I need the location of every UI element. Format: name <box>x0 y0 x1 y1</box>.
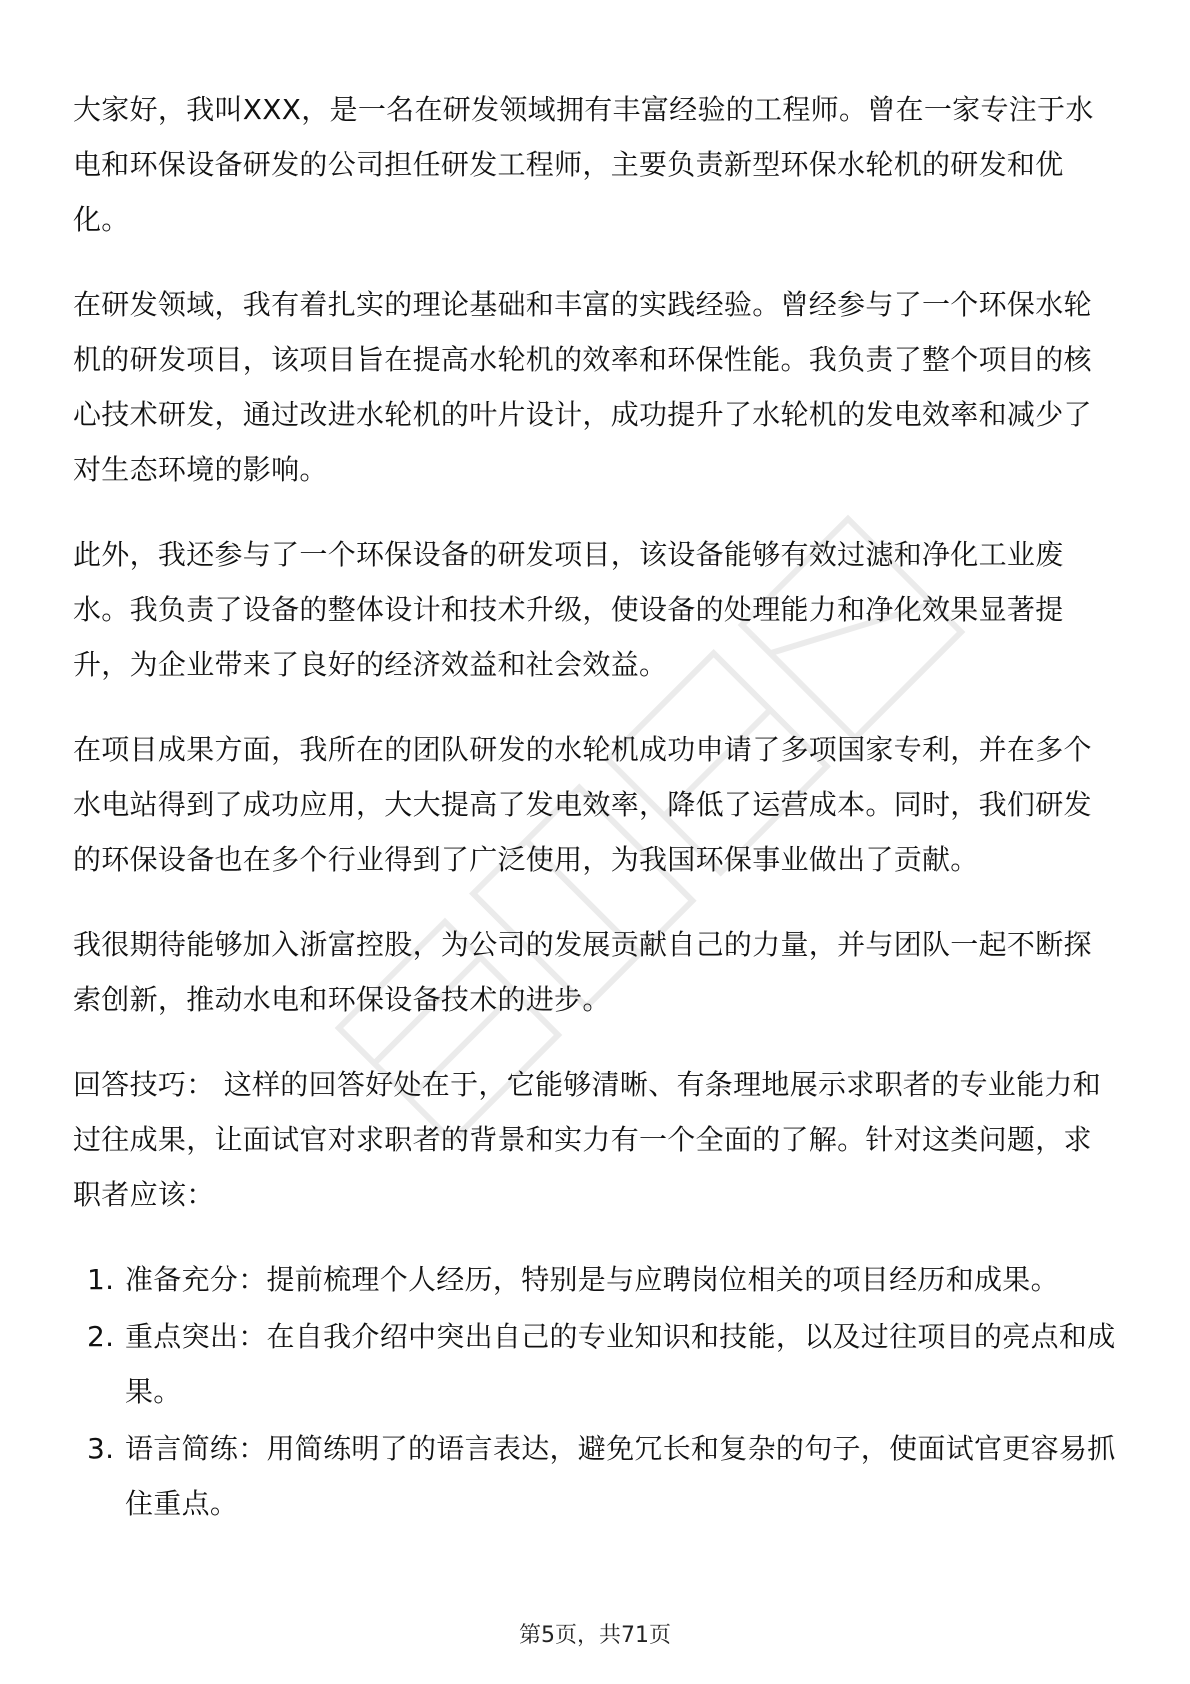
list-item <box>73 1252 1118 1307</box>
document-body <box>73 82 1118 1533</box>
paragraph-answer-tips: 回答技巧： 这样的回答好处在于，它能够清晰、有条理地展示求职者的专业能力和过往成果，让面试官对求职者的背景和实力有一个全面的了解。针对这类问题，求职者应该： <box>73 1068 1102 1211</box>
list-item-number: 2. <box>87 1320 115 1353</box>
paragraph-additional-project: 此外，我还参与了一个环保设备的研发项目，该设备能够有效过滤和净化工业废水。我负责了设备的整体设计和技术升级，使设备的处理能力和净化效果显著提升，为企业带来了良好的经济效益和社会效益。 <box>73 538 1064 681</box>
list-item <box>73 1309 1118 1419</box>
paragraph-intro: 大家好，我叫XXX，是一名在研发领域拥有丰富经验的工程师。曾在一家专注于水电和环保设备研发的公司担任研发工程师，主要负责新型环保水轮机的研发和优化。 <box>73 93 1094 236</box>
tips-list <box>73 1252 1118 1531</box>
list-item-text: 重点突出：在自我介绍中突出自己的专业知识和技能，以及过往项目的亮点和成果。 <box>125 1320 1116 1408</box>
list-item-number: 3. <box>87 1432 115 1465</box>
list-item-text: 准备充分：提前梳理个人经历，特别是与应聘岗位相关的项目经历和成果。 <box>125 1263 1059 1296</box>
list-item-number: 1. <box>87 1263 115 1296</box>
list-item <box>73 1421 1118 1531</box>
list-item-text: 语言简练：用简练明了的语言表达，避免冗长和复杂的句子，使面试官更容易抓住重点。 <box>125 1432 1116 1520</box>
paragraph-achievements: 在项目成果方面，我所在的团队研发的水轮机成功申请了多项国家专利，并在多个水电站得到了成功应用，大大提高了发电效率，降低了运营成本。同时，我们研发的环保设备也在多个行业得到了广泛使用，为我国环保事业做出了贡献。 <box>73 733 1092 876</box>
page-number-footer: 第5页，共71页 <box>519 1623 671 1648</box>
paragraph-rd-experience: 在研发领域，我有着扎实的理论基础和丰富的实践经验。曾经参与了一个环保水轮机的研发项目，该项目旨在提高水轮机的效率和环保性能。我负责了整个项目的核心技术研发，通过改进水轮机的叶片设计，成功提升了水轮机的发电效率和减少了对生态环境的影响。 <box>73 288 1092 486</box>
paragraph-closing: 我很期待能够加入浙富控股，为公司的发展贡献自己的力量，并与团队一起不断探索创新，推动水电和环保设备技术的进步。 <box>73 928 1092 1016</box>
